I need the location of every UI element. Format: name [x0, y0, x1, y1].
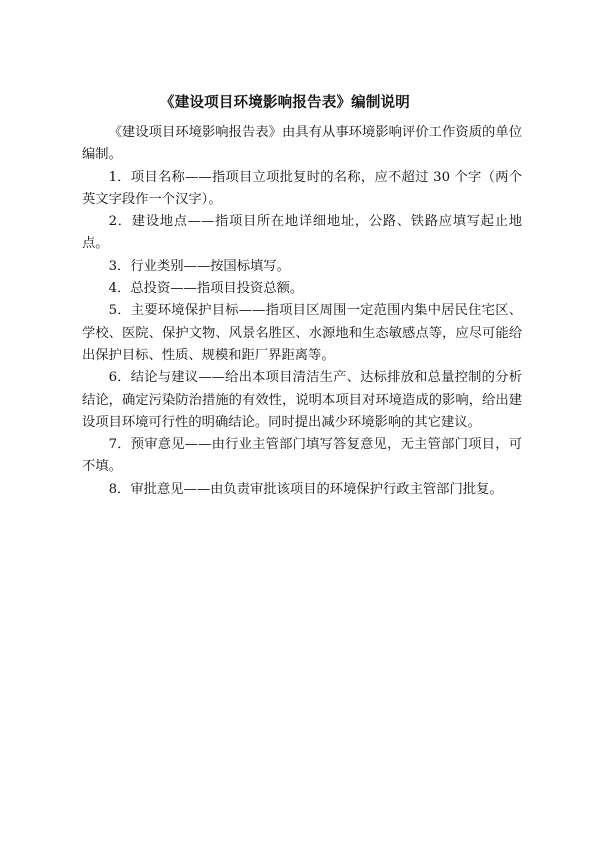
intro-paragraph: 《建设项目环境影响报告表》由具有从事环境影响评价工作资质的单位编制。	[82, 125, 522, 163]
item-conclusions: 6．结论与建议——给出本项目清洁生产、达标排放和总量控制的分析结论，确定污染防治措施的有效性，说明本项目对环境造成的影响，给出建设项目环境可行性的明确结论。同时提出减少环境影响的其它建议。	[82, 370, 522, 430]
item-total-investment: 4．总投资——指项目投资总额。	[108, 281, 304, 297]
item-pre-review: 7．预审意见——由行业主管部门填写答复意见，无主管部门项目，可不填。	[82, 437, 522, 475]
item-construction-site: 2．建设地点——指项目所在地详细地址，公路、铁路应填写起止地点。	[82, 214, 522, 252]
item-protection-targets: 5．主要环境保护目标——指项目区周围一定范围内集中居民住宅区、学校、医院、保护文物、风景名胜区、水源地和生态敏感点等，应尽可能给出保护目标、性质、规模和距厂界距离等。	[82, 303, 522, 363]
item-industry-category: 3．行业类别——按国标填写。	[108, 258, 290, 274]
item-approval: 8．审批意见——由负责审批该项目的环境保护行政主管部门批复。	[108, 481, 503, 497]
item-project-name: 1．项目名称——指项目立项批复时的名称，应不超过 30 个字（两个英文字段作一个汉字）。	[82, 169, 522, 207]
document-title: 《建设项目环境影响报告表》编制说明	[160, 94, 410, 111]
document-body	[82, 122, 522, 501]
